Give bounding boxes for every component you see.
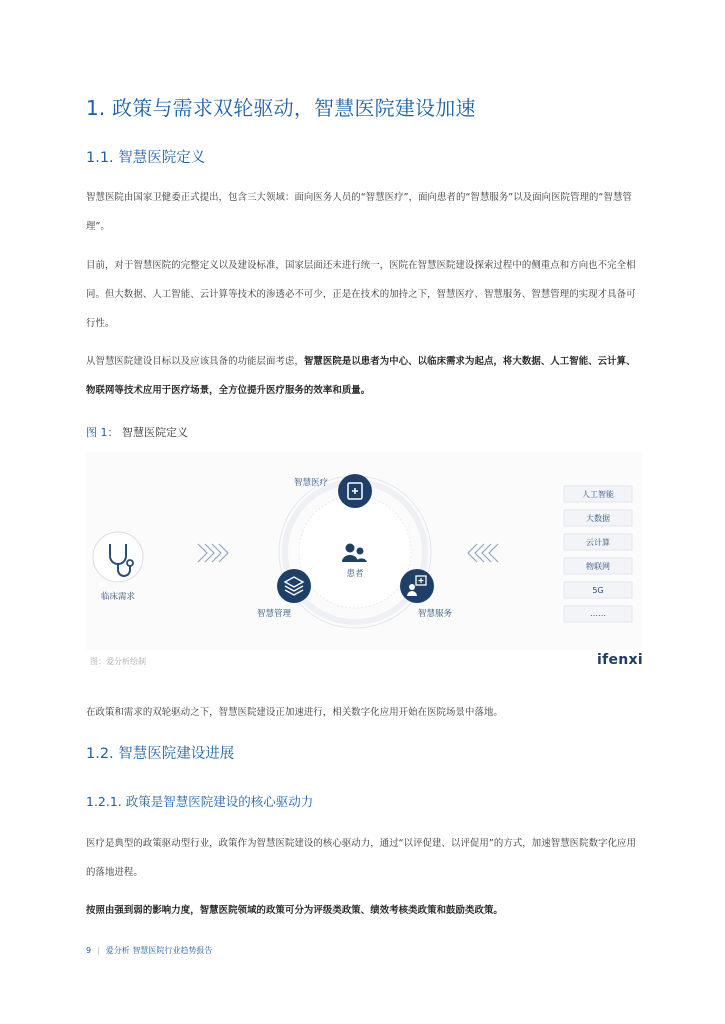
- tech-box-etc: ……: [590, 609, 606, 618]
- subsubsection-title-policy: 1.2.1. 政策是智慧医院建设的核心驱动力: [86, 794, 314, 809]
- figure-caption: [86, 424, 188, 440]
- footer-report-title: 智慧医院行业趋势报告: [132, 946, 213, 955]
- tech-box-5g: 5G: [592, 586, 604, 595]
- patient-label: 患者: [346, 569, 364, 579]
- paragraph-standard: 目前，对于智慧医院的完整定义以及建设标准，国家层面还未进行统一，医院在智慧医院建设探索过程中的侧重点和方向也不完全相同。但大数据、人工智能、云计算等技术的渗透必不可少，正是在技术的加持之下，智慧医疗、智慧服务、智慧管理的实现才具备可行性。: [86, 260, 636, 329]
- tech-box-big-data: 大数据: [586, 514, 610, 523]
- smart-medical-icon: [338, 474, 372, 508]
- paragraph-goal-bold: 智慧医院是以患者为中心、以临床需求为起点，将大数据、人工智能、云计算、物联网等技术应用于医疗场景，全方位提升医疗服务的效率和质量。: [86, 356, 636, 396]
- page-footer: [86, 945, 212, 956]
- footer-brand: 爱分析: [105, 946, 130, 955]
- layers-icon: [277, 569, 311, 603]
- figure-title: 智慧医院定义: [122, 426, 188, 439]
- subsection-title-progress: 1.2. 智慧医院建设进展: [86, 746, 235, 762]
- paragraph-goal-normal: 从智慧医院建设目标以及应该具备的功能层面考虑，: [86, 356, 304, 367]
- paragraph-definition: 智慧医院由国家卫健委正式提出，包含三大领域：面向医务人员的“智慧医疗”，面向患者的“智慧服务”以及面向医院管理的“智慧管理”。: [86, 192, 632, 232]
- node-label-smart-medical: 智慧医疗: [293, 478, 329, 488]
- stethoscope-icon: [93, 532, 143, 582]
- tech-box-ai: 人工智能: [582, 490, 614, 499]
- tech-box-iot: 物联网: [586, 562, 610, 571]
- subsection-title-definition: 1.1. 智慧医院定义: [86, 150, 206, 166]
- paragraph-goal: [86, 347, 642, 405]
- page-number: 9: [86, 946, 92, 955]
- figure-number: 图 1：: [86, 426, 119, 439]
- paragraph-policy-types-bold: 按照由强到弱的影响力度，智慧医院领域的政策可分为评级类政策、绩效考核类政策和鼓励类政策。: [86, 905, 503, 916]
- section-title: 1. 政策与需求双轮驱动，智慧医院建设加速: [86, 96, 476, 120]
- figure-source: 图：爱分析绘制: [90, 657, 146, 666]
- node-label-smart-service: 智慧服务: [417, 609, 453, 619]
- paragraph-policy-types: [86, 896, 642, 925]
- service-icon: [400, 569, 434, 603]
- smart-hospital-diagram: [86, 452, 642, 650]
- tech-box-cloud: 云计算: [586, 538, 610, 547]
- paragraph-drivers: 在政策和需求的双轮驱动之下，智慧医院建设正加速进行，相关数字化应用开始在医院场景中落地。: [86, 707, 503, 718]
- paragraph-policy: 医疗是典型的政策驱动型行业，政策作为智慧医院建设的核心驱动力，通过“以评促建、以评促用”的方式，加速智慧医院数字化应用的落地进程。: [86, 838, 636, 878]
- ifenxi-logo: ifenxi: [597, 652, 643, 668]
- node-label-smart-management: 智慧管理: [256, 609, 292, 619]
- footer-separator: |: [97, 946, 100, 955]
- clinical-demand-label: 临床需求: [100, 592, 136, 602]
